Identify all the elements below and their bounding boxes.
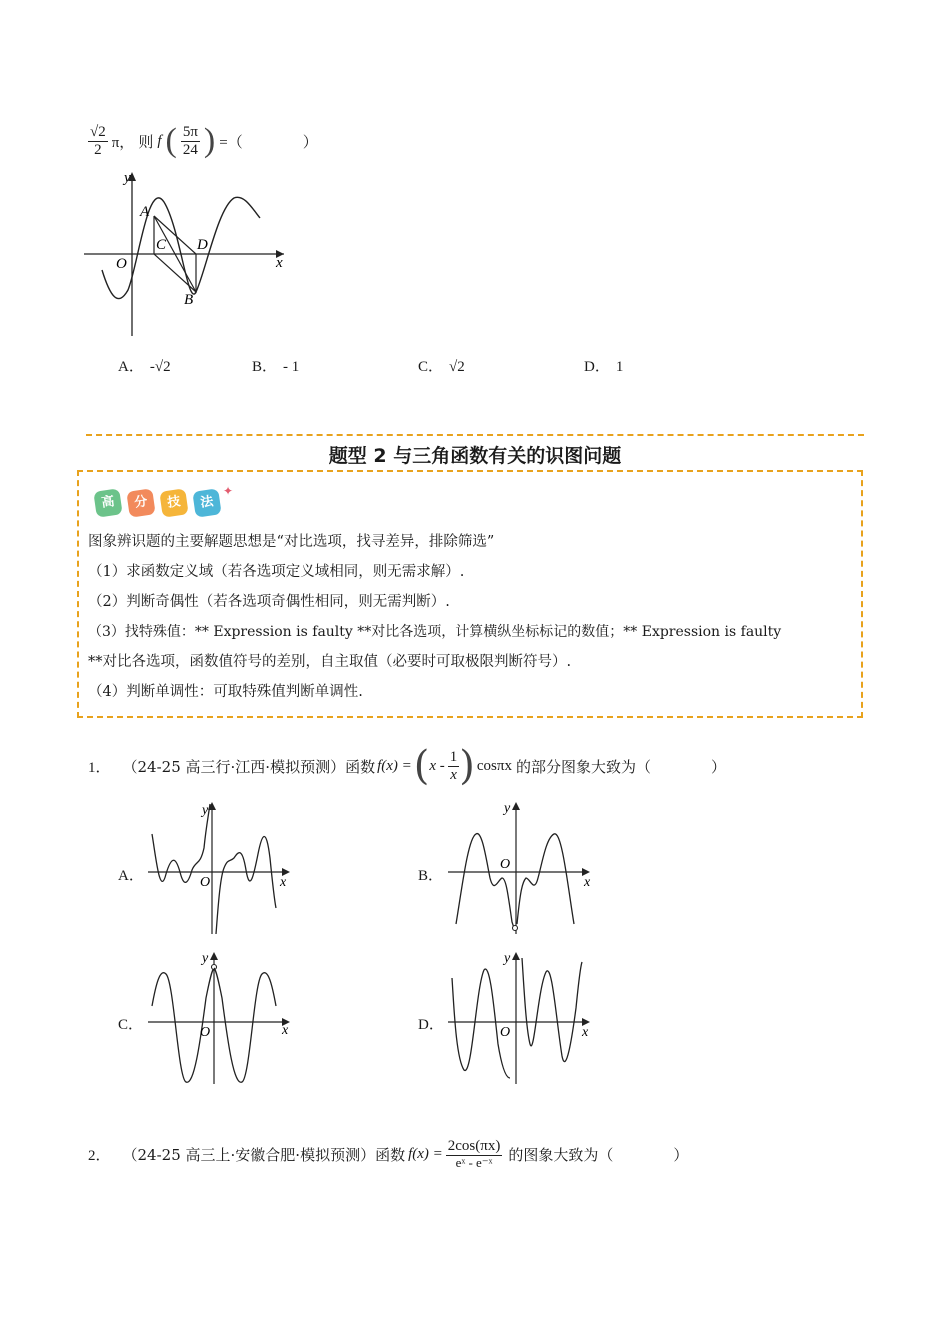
- q1-option-b-graph[interactable]: [446, 798, 598, 938]
- svg-text:O: O: [500, 857, 511, 872]
- q1-option-d-label[interactable]: D．: [418, 1017, 444, 1033]
- svg-text:B: B: [184, 292, 194, 308]
- option-a[interactable]: A． -√2: [118, 359, 171, 375]
- tips-badge: [95, 484, 234, 516]
- svg-text:y: y: [202, 951, 209, 966]
- svg-text:y: y: [504, 801, 511, 816]
- badge-fen: 分: [126, 488, 155, 517]
- top-problem-statement: $\frac{√2}{2}$ π， 则 f ( $\frac{5\pi}{24}$ ) =（ ）: [90, 122, 318, 159]
- svg-text:A: A: [140, 204, 150, 220]
- tip-line: 图象辨识题的主要解题思想是“对比选项，找寻差异，排除筛选”: [88, 534, 495, 550]
- svg-text:O: O: [200, 875, 211, 890]
- q1-option-a-graph[interactable]: [146, 798, 298, 938]
- one-over-x-fraction: $\frac{1}{x}$: [449, 749, 458, 783]
- section-divider-line: [86, 434, 864, 436]
- q1-option-b-label[interactable]: B．: [418, 868, 444, 884]
- q1-option-c-graph[interactable]: [146, 948, 298, 1088]
- tip-line: （1）求函数定义域（若各选项定义域相同，则无需求解）.: [88, 564, 465, 580]
- svg-text:O: O: [200, 1025, 211, 1040]
- svg-text:O: O: [500, 1025, 511, 1040]
- question-1-stem: 1． （24-25 高三行·江西·模拟预测）函数 f(x) = ( x - $\frac{1}{x}$ ) cosπx 的部分图象大致为（ ）: [88, 743, 726, 789]
- q1-option-c-label[interactable]: C．: [118, 1017, 144, 1033]
- svg-text:D: D: [197, 237, 208, 253]
- question-2-stem: 2． （24-25 高三上·安徽合肥·模拟预测）函数 f(x) = $\frac{2\cos(\pi x)}{\text{eˣ - e⁻ˣ}}$ 的图象大致为（ ）: [88, 1138, 689, 1170]
- svg-text:x: x: [276, 255, 283, 271]
- tip-line: （3）找特殊值：** Expression is faulty **对比各选项，计算横纵坐标标记的数值；** Expression is faulty: [88, 624, 782, 640]
- svg-text:x: x: [282, 1023, 289, 1038]
- badge-gao: 高: [93, 488, 122, 517]
- tips-lines: [88, 527, 858, 707]
- sparkle-icon: ✦: [223, 484, 234, 498]
- option-c[interactable]: C． √2: [418, 359, 465, 375]
- q1-option-d-graph[interactable]: [446, 948, 598, 1088]
- svg-text:y: y: [202, 803, 209, 818]
- section-title: 题型 2 与三角函数有关的识图问题: [328, 445, 622, 467]
- five-pi-over-24-fraction: $\frac{5\pi}{24}$: [182, 124, 198, 158]
- badge-ji: 技: [159, 488, 188, 517]
- q1-option-a-label[interactable]: A．: [118, 868, 144, 884]
- option-b[interactable]: B． - 1: [252, 359, 300, 375]
- option-d[interactable]: D． 1: [584, 359, 624, 375]
- top-problem-graph: [84, 168, 294, 340]
- svg-text:x: x: [584, 875, 591, 890]
- tip-line: （4）判断单调性：可取特殊值判断单调性.: [88, 684, 363, 700]
- svg-text:y: y: [124, 170, 131, 186]
- tip-line: （2）判断奇偶性（若各选项奇偶性相同，则无需判断）.: [88, 594, 450, 610]
- svg-text:C: C: [156, 237, 167, 253]
- q2-fraction: $\frac{2\cos(\pi x)}{\text{eˣ - e⁻ˣ}}$: [447, 1138, 501, 1170]
- svg-text:O: O: [116, 256, 127, 272]
- svg-text:x: x: [280, 875, 287, 890]
- tip-line: **对比各选项，函数值符号的差别，自主取值（必要时可取极限判断符号）.: [88, 654, 572, 670]
- svg-text:x: x: [582, 1025, 589, 1040]
- svg-text:y: y: [504, 951, 511, 966]
- badge-fa: 法: [192, 488, 221, 517]
- sqrt2-over-2-fraction: $\frac{√2}{2}$: [90, 124, 106, 158]
